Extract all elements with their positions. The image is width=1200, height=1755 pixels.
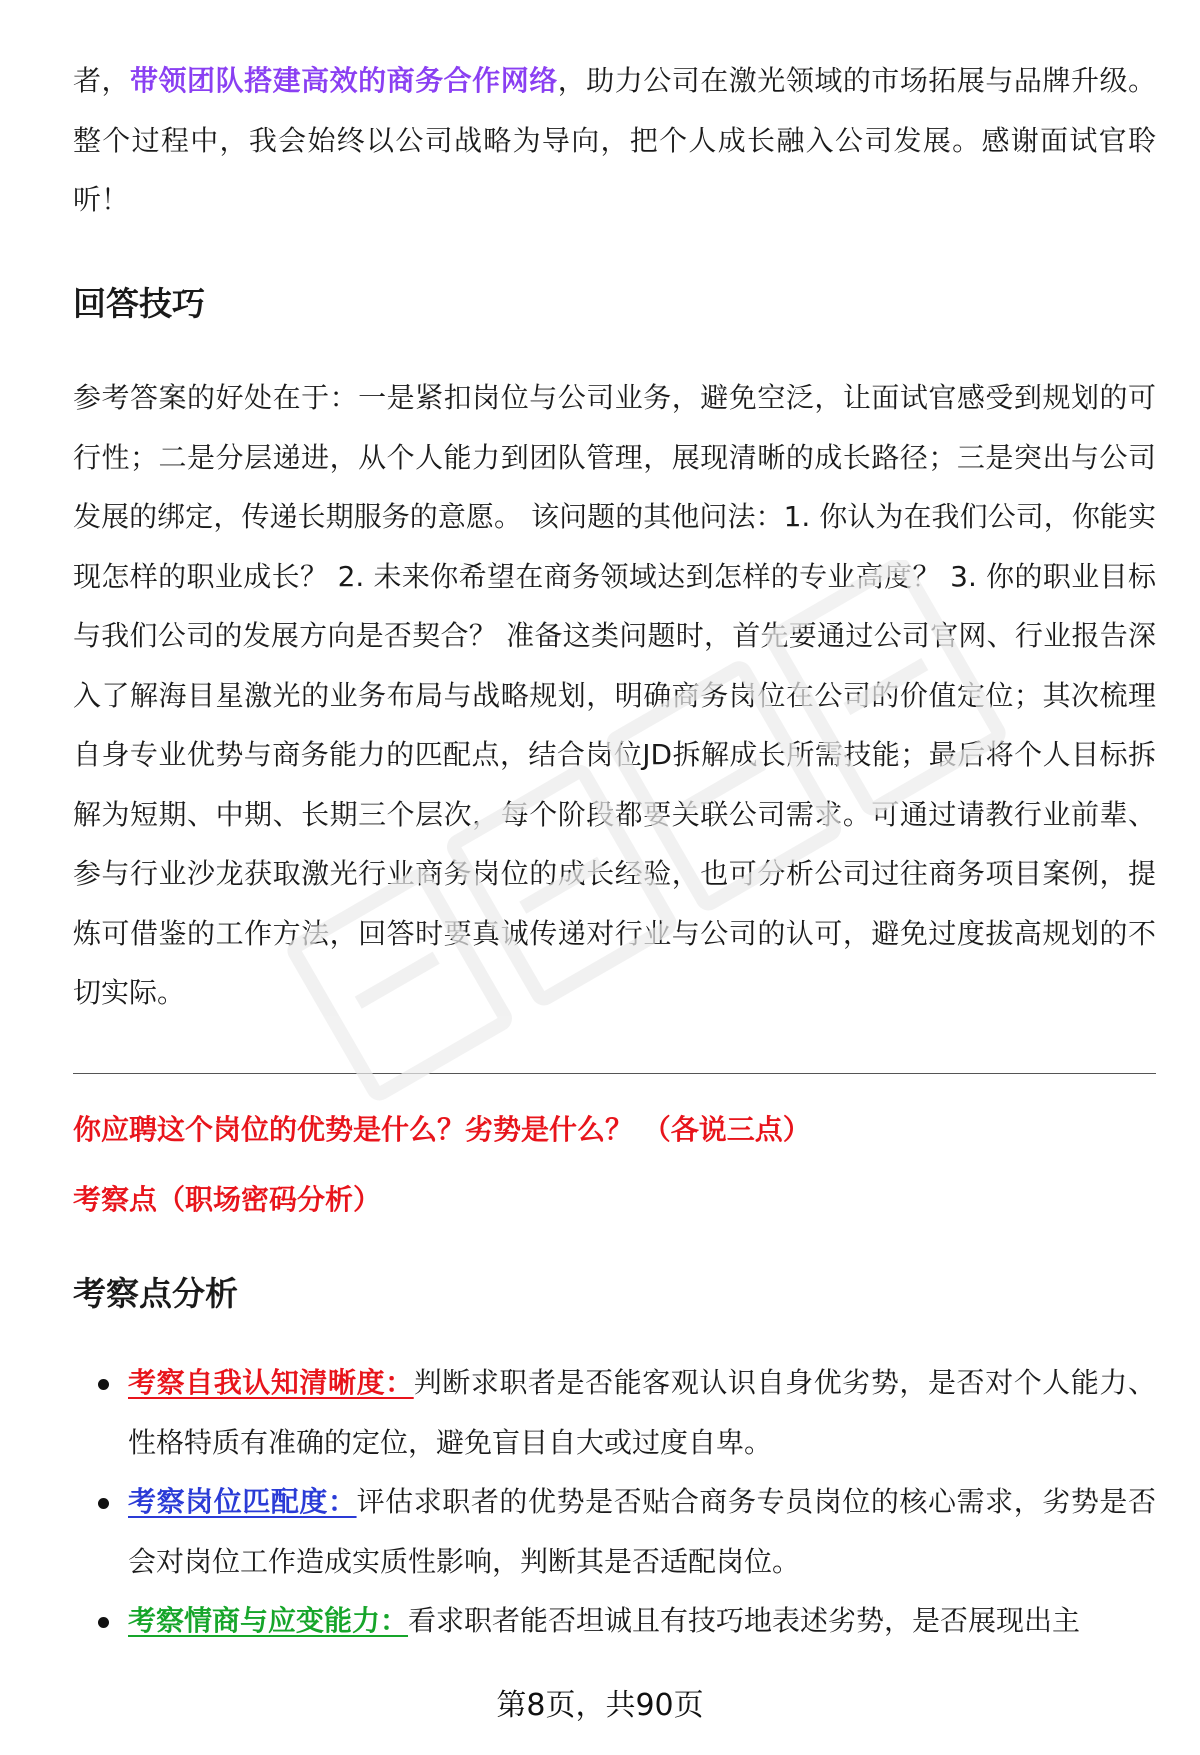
analysis-text: 评估求职者的优势是否贴合商务专员岗位的核心需求，劣势是否会对岗位工作造成实质性影响，判断其是否适配岗位。 <box>128 1485 1156 1578</box>
intro-prefix: 者， <box>73 64 131 97</box>
analysis-text: 判断求职者是否能客观认识自身优劣势，是否对个人能力、性格特质有准确的定位，避免盲目自大或过度自卑。 <box>128 1366 1156 1459</box>
section-divider <box>73 1073 1156 1074</box>
question-subtitle: 考察点（职场密码分析） <box>73 1183 382 1216</box>
intro-paragraph <box>73 51 1156 230</box>
analysis-keyword: 考察情商与应变能力： <box>128 1604 409 1637</box>
list-item <box>73 1353 1156 1472</box>
analysis-keyword: 考察自我认知清晰度： <box>128 1366 414 1399</box>
bullet-dot-icon <box>98 1498 109 1509</box>
tips-paragraph: 参考答案的好处在于：一是紧扣岗位与公司业务，避免空泛，让面试官感受到规划的可行性；二是分层递进，从个人能力到团队管理，展现清晰的成长路径；三是突出与公司发展的绑定，传递长期服务的意愿。 该问题的其他问法：1. 你认为在我们公司，你能实现怎样的职业成长？ 2. 未来你希望在商务领域达到怎样的专业高度？ 3. 你的职业目标与我们公司的发展方向是否契合？ 准备这类问题时，首先要通过公司官网、行业报告深入了解海目星激光的业务布局与战略规划，明确商务岗位在公司的价值定位；其次梳理自身专业优势与商务能力的匹配点，结合岗位JD拆解成长所需技能；最后将个人目标拆解为短期、中期、长期三个层次，每个阶段都要关联公司需求。可通过请教行业前辈、参与行业沙龙获取激光行业商务岗位的成长经验，也可分析公司过往商务项目案例，提炼可借鉴的工作方法，回答时要真诚传递对行业与公司的认可，避免过度拔高规划的不切实际。 <box>73 381 1156 1009</box>
list-item <box>73 1472 1156 1591</box>
question-title: 你应聘这个岗位的优势是什么？劣势是什么？ （各说三点） <box>73 1113 811 1146</box>
analysis-keyword: 考察岗位匹配度： <box>128 1485 357 1518</box>
tips-heading: 回答技巧 <box>73 284 205 323</box>
bullet-dot-icon <box>98 1617 109 1628</box>
intro-highlight: 带领团队搭建高效的商务合作网络 <box>130 64 558 97</box>
page-number: 第8页，共90页 <box>496 1688 704 1723</box>
analysis-text: 看求职者能否坦诚且有技巧地表述劣势，是否展现出主 <box>408 1604 1081 1637</box>
list-item <box>73 1591 1156 1651</box>
intro-suffix: ，助力公司在激光领域的市场拓展与品牌升级。整个过程中，我会始终以公司战略为导向，把个人成长融入公司发展。感谢面试官聆听！ <box>73 64 1156 216</box>
bullet-dot-icon <box>98 1379 109 1390</box>
analysis-list <box>73 1353 1156 1651</box>
analysis-heading: 考察点分析 <box>73 1274 238 1313</box>
